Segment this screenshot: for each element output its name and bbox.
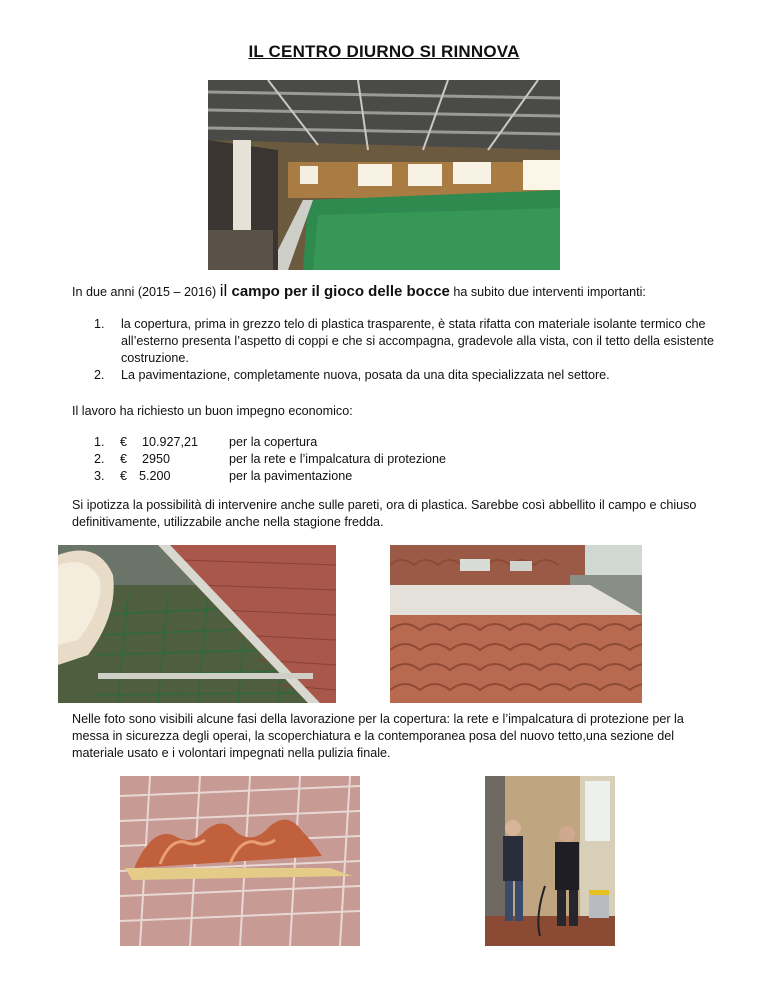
cost-intro: Il lavoro ha richiesto un buon impegno economico: xyxy=(72,404,353,418)
currency-symbol: € xyxy=(120,452,128,466)
list-number: 2. xyxy=(94,452,105,466)
bocce-court-photo xyxy=(208,80,560,270)
cost-item xyxy=(94,468,594,485)
list-number: 1. xyxy=(94,317,105,331)
list-item xyxy=(94,316,714,367)
future-paragraph: Si ipotizza la possibilità di intervenire anche sulle pareti, ora di plastica. Sarebbe così abbellito il campo e chiuso definitivamente, utilizzabile anche nella stagione fredda. xyxy=(72,498,697,529)
photos-caption: Nelle foto sono visibili alcune fasi della lavorazione per la copertura: la rete e l’impalcatura di protezione per la messa in sicurezza degli operai, la scoperchiatura e la contemporanea posa del nuovo tetto,una sezione del materiale usato e i volontari impegnati nella pulizia finale. xyxy=(72,712,684,760)
cost-amount: 10.927,21 xyxy=(142,435,199,449)
list-text: La pavimentazione, completamente nuova, posata da una dita specializzata nel settore. xyxy=(121,368,610,382)
list-number: 2. xyxy=(94,368,105,382)
intro-prefix: In due anni (2015 – 2016) xyxy=(72,285,220,299)
cost-description: per la pavimentazione xyxy=(229,469,353,483)
list-number: 1. xyxy=(94,435,105,449)
volunteers-photo xyxy=(485,776,615,946)
currency-symbol: € xyxy=(120,469,128,483)
cost-description: per la rete e l’impalcatura di protezione xyxy=(229,452,447,466)
cost-amount: 2950 xyxy=(142,452,171,466)
cost-item xyxy=(94,451,594,468)
page-title: IL CENTRO DIURNO SI RINNOVA xyxy=(248,42,520,61)
intro-paragraph xyxy=(72,282,712,301)
currency-symbol: € xyxy=(120,435,128,449)
costs-list xyxy=(94,434,594,485)
cost-item xyxy=(94,434,594,451)
intro-big-il: il xyxy=(219,281,228,300)
list-number: 3. xyxy=(94,469,105,483)
intro-bold-text: campo per il gioco delle bocce xyxy=(227,283,450,300)
interventions-list xyxy=(94,316,714,384)
roof-tiles-photo xyxy=(390,545,642,703)
tile-section-photo xyxy=(120,776,360,946)
list-text: la copertura, prima in grezzo telo di plastica trasparente, è stata rifatta con materiale isolante termico che all’esterno presenta l’aspetto di coppi e che si accompagna, gradevole alla vista, con il tetto della esistente costruzione. xyxy=(121,317,714,365)
cost-amount: 5.200 xyxy=(139,469,171,483)
roof-net-photo xyxy=(58,545,336,703)
list-item xyxy=(94,367,714,384)
intro-suffix: ha subito due interventi importanti: xyxy=(449,285,646,299)
cost-description: per la copertura xyxy=(229,435,318,449)
